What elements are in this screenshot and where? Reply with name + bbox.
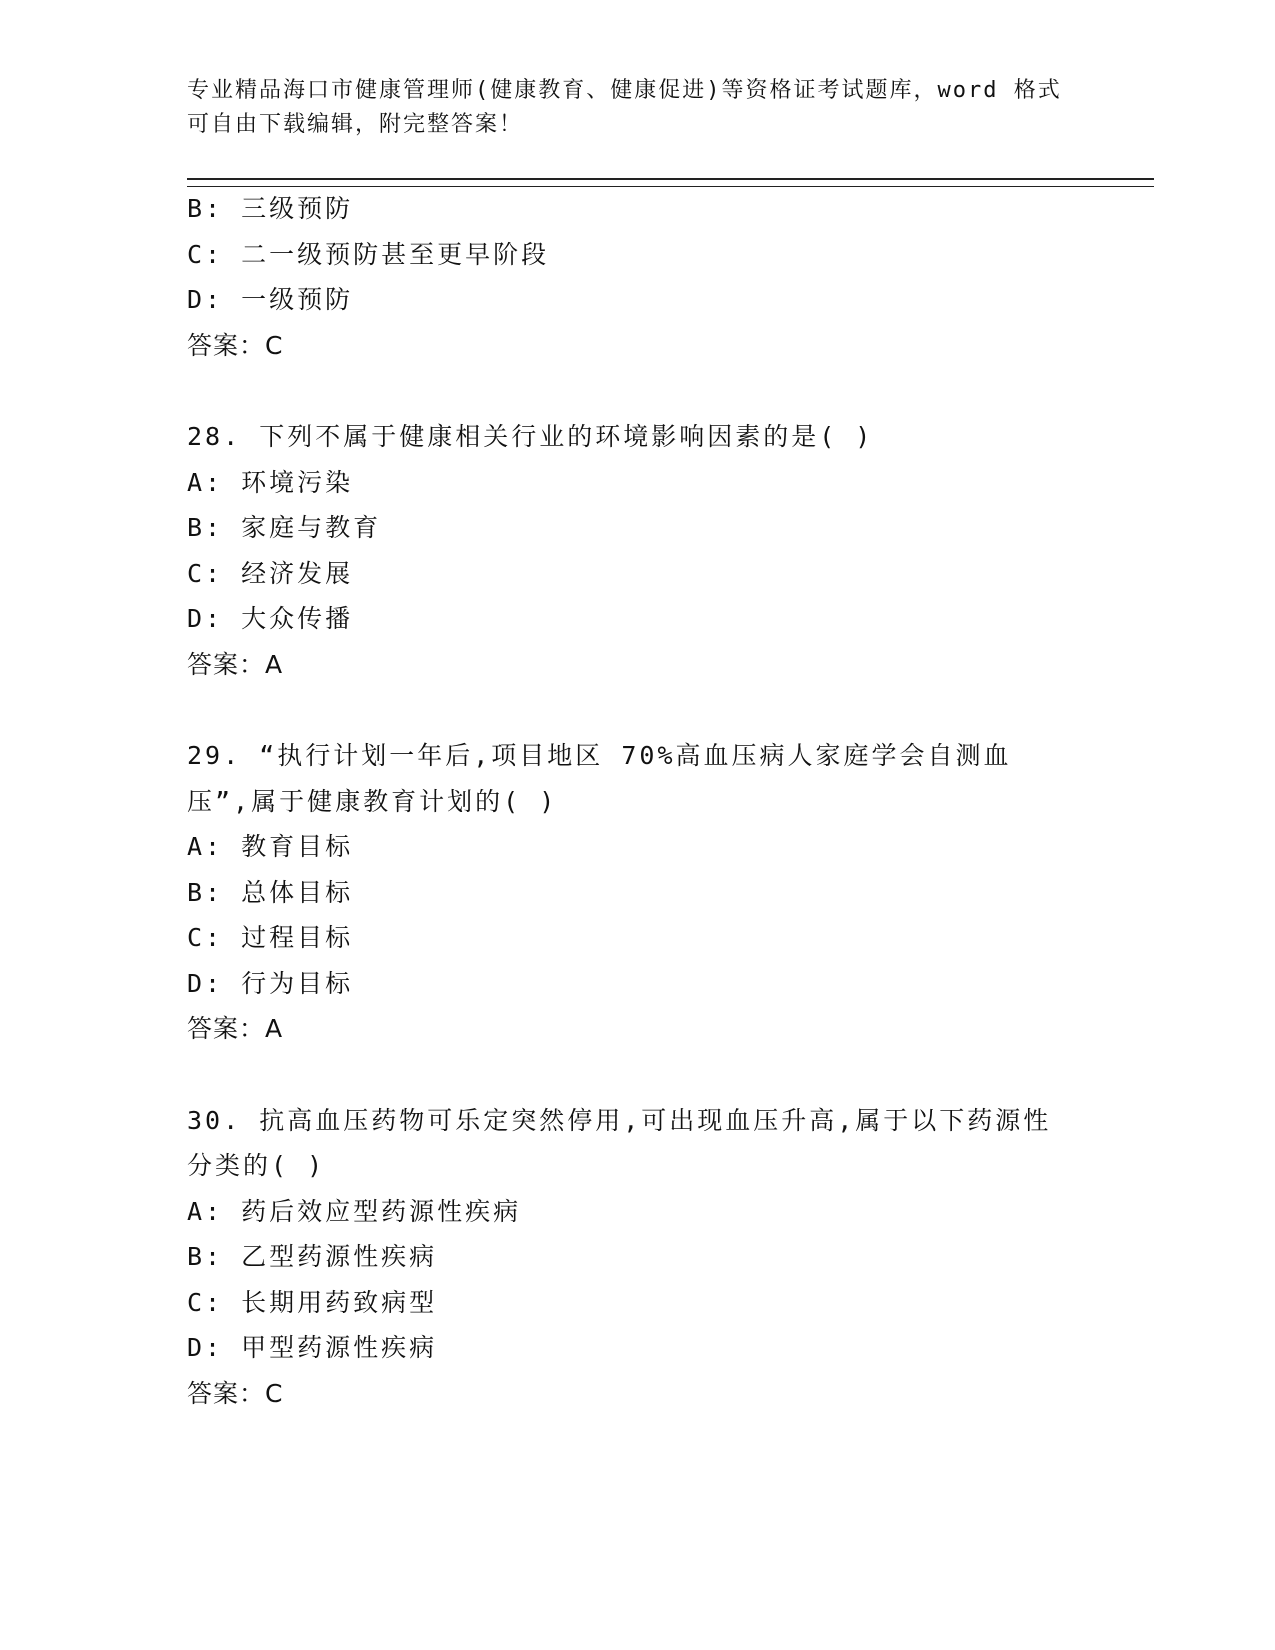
option-d: D: 一级预防: [187, 285, 354, 314]
option-a: A: 教育目标: [187, 832, 354, 861]
question-stem: 28. 下列不属于健康相关行业的环境影响因素的是( ): [187, 422, 874, 451]
option-c: C: 过程目标: [187, 923, 354, 952]
option-a: A: 环境污染: [187, 467, 354, 497]
answer: 答案：A: [187, 649, 284, 679]
option-c: C: 长期用药致病型: [187, 1287, 438, 1317]
option-b: B: 乙型药源性疾病: [187, 1242, 438, 1271]
option-b: B: 总体目标: [187, 877, 354, 907]
option-d: D: 甲型药源性疾病: [187, 1333, 438, 1362]
question-29: [187, 733, 1067, 1052]
question-27-continued: [187, 186, 1067, 368]
answer: 答案：C: [187, 330, 284, 360]
question-stem: 29. “执行计划一年后,项目地区 70%高血压病人家庭学会自测血压”,属于健康教育计划的( ): [187, 741, 1012, 816]
page-header: [187, 74, 1087, 142]
option-b: B: 家庭与教育: [187, 513, 382, 542]
option-b: B: 三级预防: [187, 194, 354, 223]
question-28: [187, 414, 1067, 687]
header-line-1: 专业精品海口市健康管理师(健康教育、健康促进)等资格证考试题库，word 格式: [187, 78, 1062, 103]
question-30: [187, 1098, 1067, 1417]
answer: 答案：A: [187, 1014, 284, 1043]
question-stem: 30. 抗高血压药物可乐定突然停用,可出现血压升高,属于以下药源性分类的( ): [187, 1105, 1052, 1180]
option-c: C: 二一级预防甚至更早阶段: [187, 239, 550, 269]
answer: 答案：C: [187, 1378, 284, 1408]
header-line-2: 可自由下载编辑，附完整答案！: [187, 112, 524, 137]
option-c: C: 经济发展: [187, 558, 354, 588]
option-d: D: 行为目标: [187, 968, 354, 998]
option-d: D: 大众传播: [187, 604, 354, 633]
question-list: [187, 186, 1067, 1416]
option-a: A: 药后效应型药源性疾病: [187, 1196, 522, 1226]
